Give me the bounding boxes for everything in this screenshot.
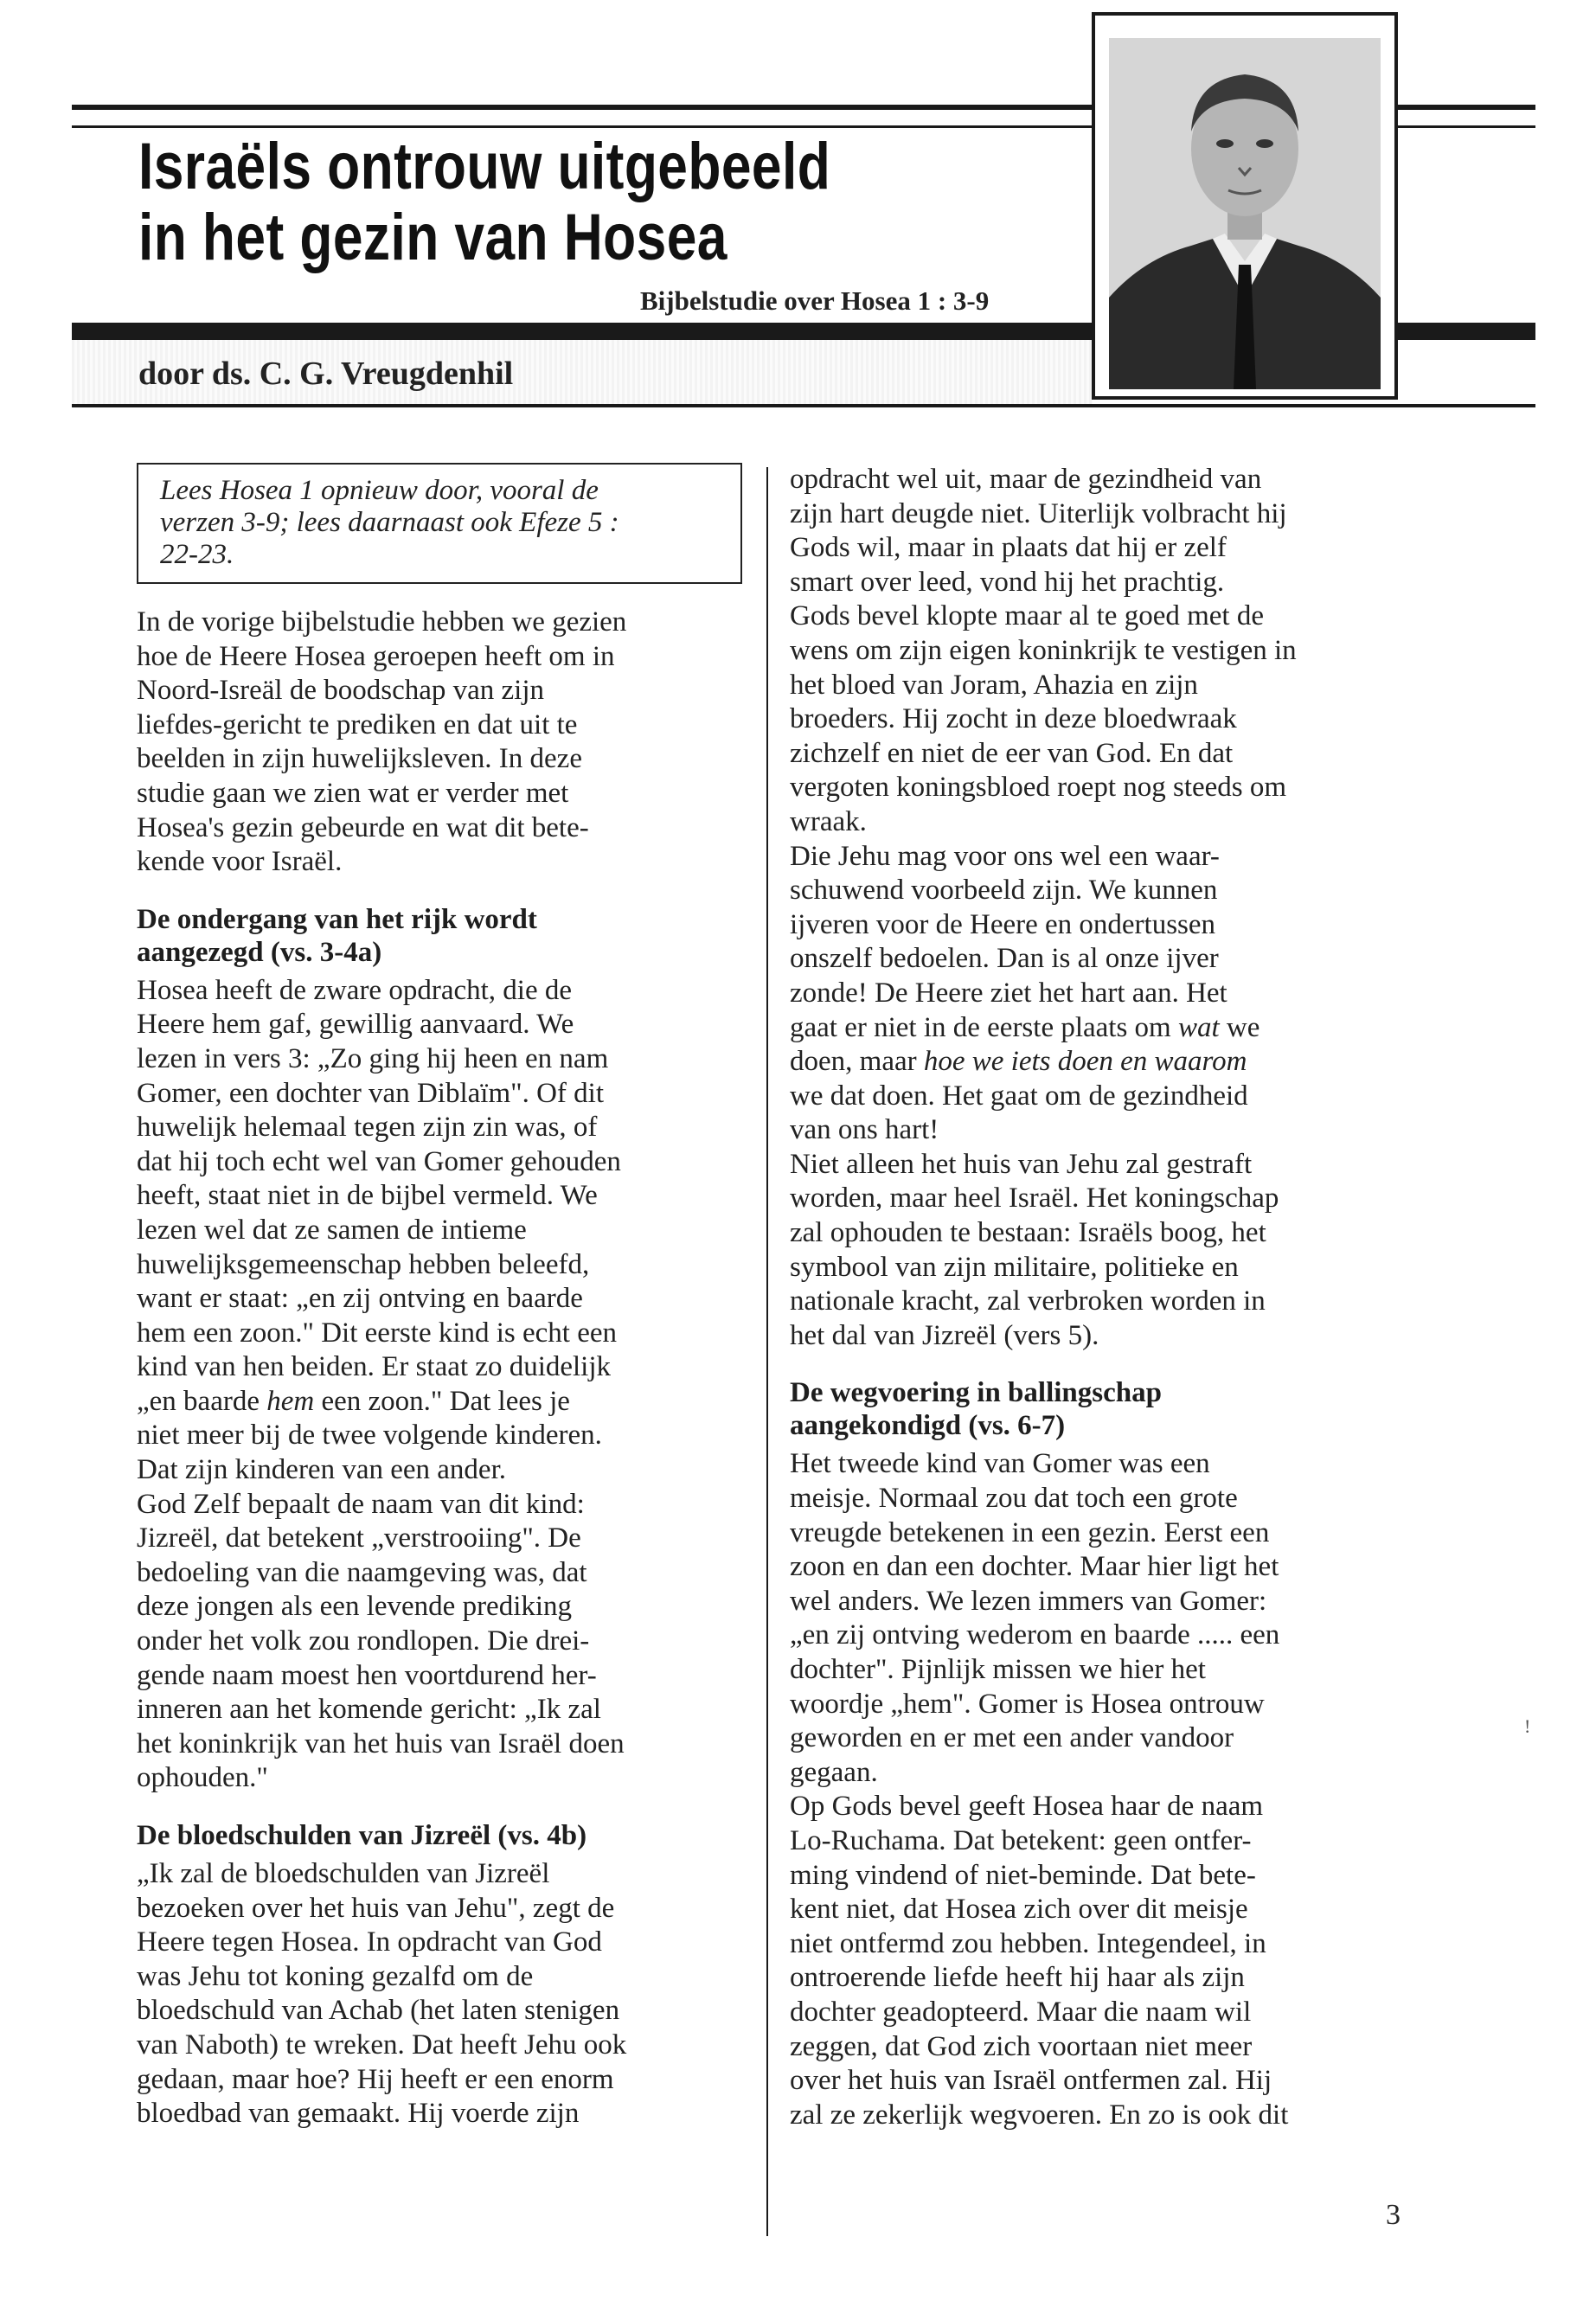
text-line: Gods bevel klopte maar al te goed met de [790,600,1264,632]
text-line: hoe de Heere Hosea geroepen heeft om in [137,640,615,672]
text-line: wraak. [790,805,867,837]
text-line: Gods wil, maar in plaats dat hij er zelf [790,532,1227,564]
text-line [137,1386,570,1417]
left-column [137,606,755,2131]
text-line: Gomer, een dochter van Diblaïm". Of dit [137,1077,604,1109]
text-line: symbool van zijn militaire, politieke en [790,1251,1239,1283]
paragraph [790,1148,1408,1354]
paragraph [137,606,755,880]
text-line: het koninkrijk van het huis van Israël doen [137,1727,625,1759]
text-line: kent niet, dat Hosea zich over dit meisje [790,1894,1248,1926]
text-line: ming vindend of niet-beminde. Dat bete- [790,1859,1256,1891]
text-line: ophouden." [137,1762,268,1794]
text-line: broeders. Hij zocht in deze bloedwraak [790,703,1237,735]
text-line: geworden en er met een ander vandoor [790,1722,1234,1754]
text-line: Jizreël, dat betekent „verstrooiing". De [137,1522,581,1554]
text-line: niet ontfermd zou hebben. Integendeel, in [790,1927,1266,1959]
text-line: Het tweede kind van Gomer was een [790,1448,1210,1480]
text-line: hem een zoon." Dit eerste kind is echt een [137,1317,618,1349]
text-line: Hosea heeft de zware opdracht, die de [137,974,572,1006]
text-line: schuwend voorbeeld zijn. We kunnen [790,875,1218,907]
text-line: zal ze zekerlijk wegvoeren. En zo is ook dit [790,2099,1289,2131]
header-bottom-rule [72,404,1535,407]
text-line: zal ophouden te bestaan: Israëls boog, het [790,1217,1266,1249]
text-line: vreugde betekenen in een gezin. Eerst een [790,1516,1270,1548]
heading-line: De ondergang van het rijk wordt [137,903,537,935]
text-fragment: doen, maar [790,1046,924,1078]
text-line: dochter". Pijnlijk missen we hier het [790,1654,1206,1685]
emphasis: hoe we iets doen en waarom [923,1046,1247,1078]
text-line: inneren aan het komende gericht: „Ik zal [137,1694,601,1726]
text-line: we dat doen. Het gaat om de gezindheid [790,1080,1248,1112]
text-line: Dat zijn kinderen van een ander. [137,1454,506,1486]
header-right-rule [1397,105,1535,110]
paragraph [790,1790,1408,2132]
paragraph [790,463,1408,840]
text-line: „Ik zal de bloedschulden van Jizreël [137,1858,550,1889]
text-line: gende naam moest hen voortdurend her- [137,1659,597,1691]
text-line: bezoeken over het huis van Jehu", zegt de [137,1892,615,1924]
text-line: woordje „hem". Gomer is Hosea ontrouw [790,1688,1265,1720]
text-line: opdracht wel uit, maar de gezindheid van [790,464,1262,495]
text-line: want er staat: „en zij ontving en baarde [137,1283,583,1315]
text-line: bloedschuld van Achab (het laten stenigen [137,1995,620,2027]
text-line: Lo-Ruchama. Dat betekent: geen ontfer- [790,1824,1252,1856]
article-title [138,131,830,273]
paragraph [137,974,755,1488]
intro-reading-box [137,463,742,584]
text-line: dochter geadopteerd. Maar die naam wil [790,1996,1252,2028]
text-line: ontroerende liefde heeft hij haar als zijn [790,1962,1245,1994]
text-line: studie gaan we zien wat er verder met [137,777,569,809]
intro-line: Lees Hosea 1 opnieuw door, vooral de [160,475,599,506]
text-line: huwelijksgemeenschap hebben beleefd, [137,1248,590,1280]
right-column [790,463,1408,2132]
text-line: zichzelf en niet de eer van God. En dat [790,737,1234,769]
text-line: onszelf bedoelen. Dan is al onze ijver [790,943,1219,975]
text-line: bloedbad van gemaakt. Hij voerde zijn [137,2098,580,2130]
text-line: heeft, staat niet in de bijbel vermeld. We [137,1180,598,1212]
text-line: zonde! De Heere ziet het hart aan. Het [790,977,1227,1009]
text-line [790,1046,1247,1077]
section-heading [137,903,755,969]
title-line-1: Israëls ontrouw uitgebeeld [138,130,831,203]
text-line: zoon en dan een dochter. Maar hier ligt het [790,1551,1279,1583]
text-line: kind van hen beiden. Er staat zo duidelijk [137,1351,612,1383]
text-line: „en zij ontving wederom en baarde ..... een [790,1619,1280,1651]
text-line: Niet alleen het huis van Jehu zal gestraft [790,1148,1253,1180]
text-line: wens om zijn eigen koninkrijk te vestigen in [790,634,1297,666]
text-line [790,1012,1259,1043]
header-top-rule [72,105,1093,110]
text-line: God Zelf bepaalt de naam van dit kind: [137,1488,585,1520]
text-line: over het huis van Israël ontfermen zal. Hij [790,2065,1272,2097]
text-line: worden, maar heel Israël. Het koningschap [790,1183,1279,1215]
heading-line: aangezegd (vs. 3-4a) [137,936,382,968]
column-divider [766,467,768,2236]
text-line: van ons hart! [790,1114,939,1146]
author-portrait-photo [1109,38,1381,389]
section-heading [790,1376,1408,1442]
heading-line: De wegvoering in ballingschap [790,1377,1162,1409]
page-number: 3 [1386,2199,1401,2231]
text-line: dat hij toch echt wel van Gomer gehouden [137,1145,621,1177]
text-line: nationale kracht, zal verbroken worden in [790,1285,1266,1317]
text-line: Hosea's gezin gebeurde en wat dit bete- [137,811,589,843]
text-line: vergoten koningsbloed roept nog steeds om [790,772,1287,804]
text-line: deze jongen als een levende prediking [137,1591,573,1623]
article-subtitle: Bijbelstudie over Hosea 1 : 3-9 [640,285,990,316]
portrait-frame [1092,12,1398,400]
text-line: Die Jehu mag voor ons wel een waar- [790,840,1220,872]
text-line: huwelijk helemaal tegen zijn zin was, of [137,1112,598,1144]
text-line: het bloed van Joram, Ahazia en zijn [790,669,1198,701]
text-fragment: we [1219,1011,1260,1043]
text-line: Noord-Isreäl de boodschap van zijn [137,675,545,707]
paragraph [137,1857,755,2131]
emphasis: hem [266,1385,315,1417]
text-line: gegaan. [790,1756,878,1788]
text-line: meisje. Normaal zou dat toch een grote [790,1483,1238,1515]
intro-line: 22-23. [160,539,234,570]
text-line: zijn hart deugde niet. Uiterlijk volbracht hij [790,497,1287,529]
header-top-rule-thin [72,125,1093,128]
header-band [72,323,1093,340]
text-line: onder het volk zou rondlopen. Die drei- [137,1625,590,1657]
text-line: lezen wel dat ze samen de intieme [137,1214,527,1246]
text-line: Heere tegen Hosea. In opdracht van God [137,1926,602,1958]
text-fragment: „en baarde [137,1385,267,1417]
paragraph [137,1488,755,1796]
emphasis: wat [1177,1011,1220,1043]
text-line: wel anders. We lezen immers van Gomer: [790,1585,1267,1617]
text-line: liefdes-gericht te prediken en dat uit te [137,708,578,740]
portrait-icon [1109,38,1381,389]
text-fragment: een zoon." Dat lees je [314,1385,570,1417]
text-fragment: gaat er niet in de eerste plaats om [790,1011,1178,1043]
paragraph [790,840,1408,1148]
section-heading: De bloedschulden van Jizreël (vs. 4b) [137,1820,587,1851]
heading-line: aangekondigd (vs. 6-7) [790,1410,1066,1442]
text-line: ijveren voor de Heere en ondertussen [790,908,1216,940]
text-line: van Naboth) te wreken. Dat heeft Jehu ook [137,2029,627,2061]
margin-mark: ! [1524,1715,1531,1737]
text-line: was Jehu tot koning gezalfd om de [137,1960,534,1992]
intro-line: verzen 3-9; lees daarnaast ook Efeze 5 : [160,507,619,538]
text-line: smart over leed, vond hij het prachtig. [790,566,1225,598]
text-line: lezen in vers 3: „Zo ging hij heen en nam [137,1042,609,1074]
text-line: Op Gods bevel geeft Hosea haar de naam [790,1791,1264,1823]
author-byline: door ds. C. G. Vreugdenhil [138,356,514,392]
paragraph [790,1447,1408,1790]
header-right-rule-thin [1397,125,1535,128]
text-line: het dal van Jizreël (vers 5). [790,1319,1099,1351]
text-line: bedoeling van die naamgeving was, dat [137,1556,587,1588]
text-line: Heere hem gaf, gewillig aanvaard. We [137,1009,574,1041]
text-line: niet meer bij de twee volgende kinderen. [137,1420,602,1452]
text-line: zeggen, dat God zich voortaan niet meer [790,2030,1253,2062]
text-line: gedaan, maar hoe? Hij heeft er een enorm [137,2063,614,2095]
header-band-right [1397,323,1535,340]
text-line: kende voor Israël. [137,846,343,878]
text-line: beelden in zijn huwelijksleven. In deze [137,743,582,775]
title-line-2: in het gezin van Hosea [138,201,727,274]
text-line: In de vorige bijbelstudie hebben we gezien [137,606,627,638]
